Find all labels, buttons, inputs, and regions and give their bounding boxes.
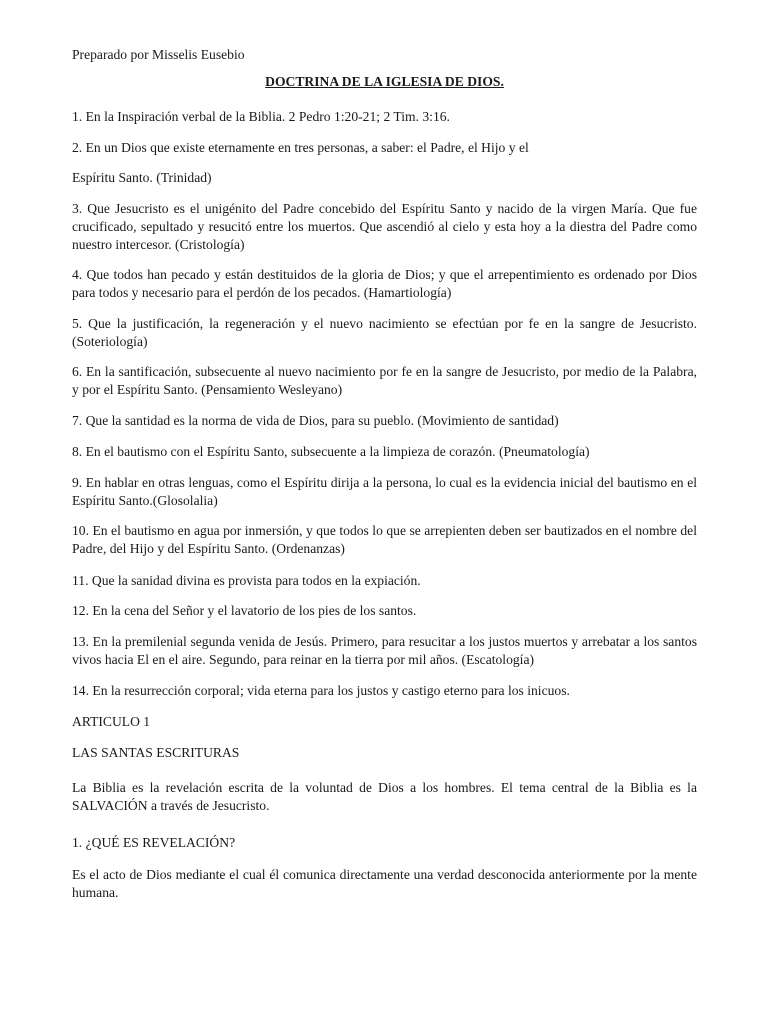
paragraph-doctrine-4: 4. Que todos han pecado y están destituidos de la gloria de Dios; y que el arrepentimiento es ordenado por Dios para todos y necesario para el perdón de los pecados. (Hamartiología) [72, 267, 697, 300]
document-title: DOCTRINA DE LA IGLESIA DE DIOS. [265, 74, 504, 89]
paragraph-doctrine-2-cont: Espíritu Santo. (Trinidad) [72, 170, 212, 185]
paragraph-doctrine-14: 14. En la resurrección corporal; vida eterna para los justos y castigo eterno para los inicuos. [72, 683, 570, 698]
paragraph-doctrine-13: 13. En la premilenial segunda venida de Jesús. Primero, para resucitar a los justos muertos y arrebatar a los santos vivos hacia El en el aire. Segundo, para reinar en la tierra por mil años. (Escatología) [72, 634, 697, 667]
paragraph-doctrine-3: 3. Que Jesucristo es el unigénito del Padre concebido del Espíritu Santo y nacido de la virgen María. Que fue crucificado, sepultado y resucitó entre los muertos. Que ascendió al cielo y esta hoy a la diestra del Padre como nuestro intercesor. (Cristología) [72, 201, 697, 252]
paragraph-doctrine-12: 12. En la cena del Señor y el lavatorio de los pies de los santos. [72, 603, 417, 618]
paragraph-revelation-definition: Es el acto de Dios mediante el cual él comunica directamente una verdad desconocida anteriormente por la mente humana. [72, 867, 697, 900]
article-heading: ARTICULO 1 [72, 714, 151, 729]
paragraph-doctrine-1: 1. En la Inspiración verbal de la Biblia. 2 Pedro 1:20-21; 2 Tim. 3:16. [72, 109, 450, 124]
paragraph-doctrine-8: 8. En el bautismo con el Espíritu Santo, subsecuente a la limpieza de corazón. (Pneumatología) [72, 444, 590, 459]
paragraph-doctrine-7: 7. Que la santidad es la norma de vida de Dios, para su pueblo. (Movimiento de santidad) [72, 413, 559, 428]
paragraph-doctrine-10: 10. En el bautismo en agua por inmersión, y que todos lo que se arrepienten deben ser bautizados en el nombre del Padre, del Hijo y del Espíritu Santo. (Ordenanzas) [72, 523, 697, 556]
paragraph-doctrine-5: 5. Que la justificación, la regeneración y el nuevo nacimiento se efectúan por fe en la sangre de Jesucristo. (Soteriología) [72, 316, 697, 349]
paragraph-doctrine-2: 2. En un Dios que existe eternamente en tres personas, a saber: el Padre, el Hijo y el [72, 140, 529, 155]
author-line: Preparado por Misselis Eusebio [72, 47, 245, 62]
paragraph-doctrine-9: 9. En hablar en otras lenguas, como el Espíritu dirija a la persona, lo cual es la evidencia inicial del bautismo en el Espíritu Santo.(Glosolalia) [72, 475, 697, 508]
paragraph-doctrine-6: 6. En la santificación, subsecuente al nuevo nacimiento por fe en la sangre de Jesucristo, por medio de la Palabra, y por el Espíritu Santo. (Pensamiento Wesleyano) [72, 364, 697, 397]
paragraph-bible-intro: La Biblia es la revelación escrita de la voluntad de Dios a los hombres. El tema central de la Biblia es la SALVACIÓN a través de Jesucristo. [72, 780, 697, 813]
article-subheading: LAS SANTAS ESCRITURAS [72, 745, 240, 760]
paragraph-doctrine-11: 11. Que la sanidad divina es provista para todos en la expiación. [72, 573, 421, 588]
question-heading: 1. ¿QUÉ ES REVELACIÓN? [72, 835, 236, 850]
